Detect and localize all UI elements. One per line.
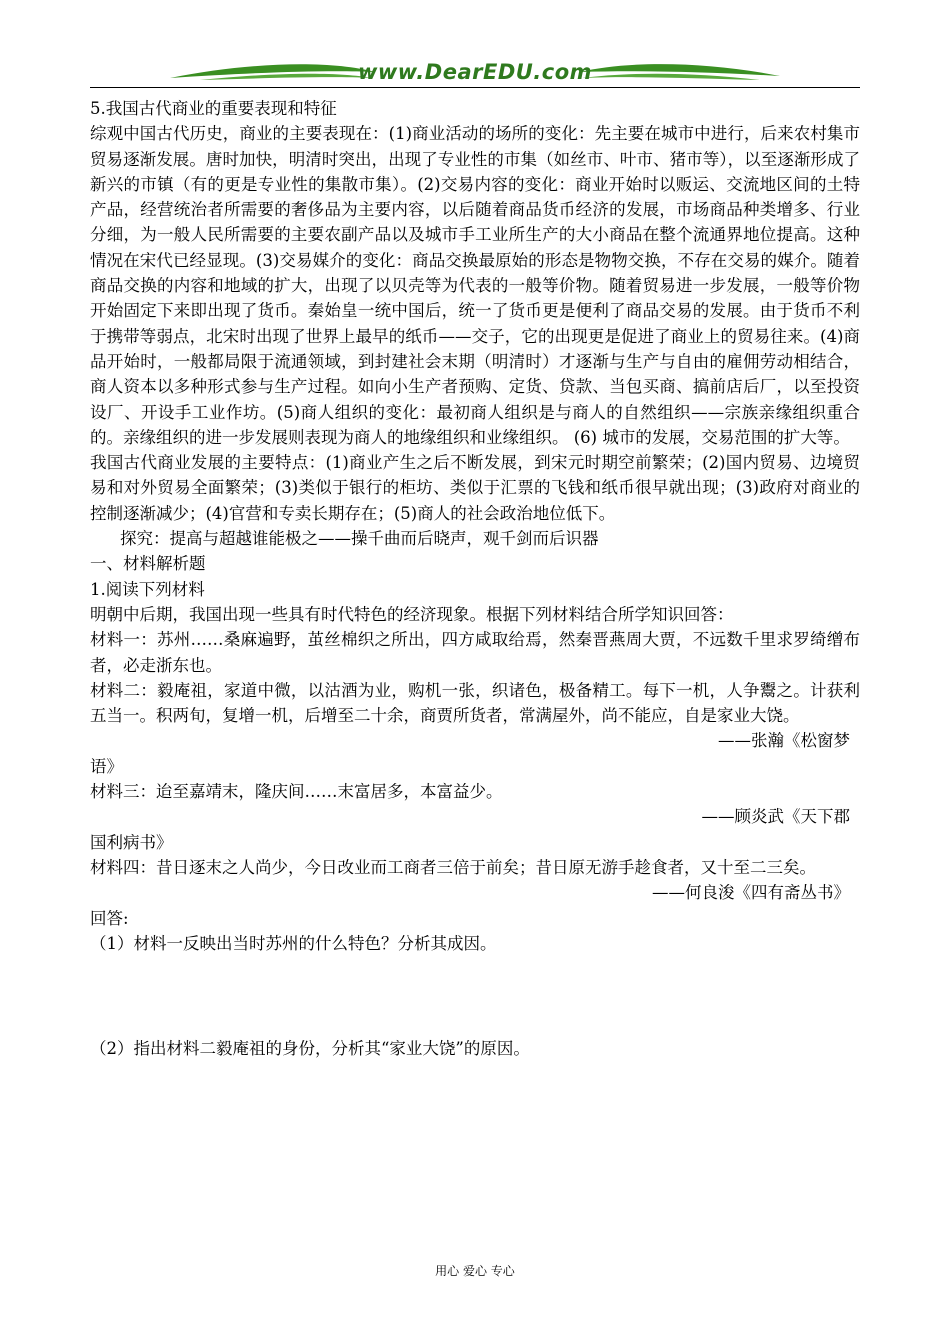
material-two-source-cont: 语》 — [90, 756, 123, 776]
document-body — [90, 96, 860, 1061]
question-title: 1.阅读下列材料 — [90, 579, 205, 599]
material-one: 材料一：苏州……桑麻遍野，茧丝棉织之所出，四方咸取给焉，然秦晋燕周大贾，不远数千里求罗绮缯布者，必走浙东也。 — [90, 630, 860, 675]
site-logo-text: www.DearEDU.com — [357, 60, 593, 84]
header-rule — [90, 87, 860, 88]
paragraph: 我国古代商业发展的主要特点：(1)商业产生之后不断发展，到宋元时期空前繁荣；(2)国内贸易、边境贸易和对外贸易全面繁荣；(3)类似于银行的柜坊、类似于汇票的飞钱和纸币很早就出现；(3)政府对商业的控制逐渐减少；(4)官营和专卖长期存在；(5)商人的社会政治地位低下。 — [90, 453, 860, 523]
question-intro: 明朝中后期，我国出现一些具有时代特色的经济现象。根据下列材料结合所学知识回答： — [90, 604, 734, 624]
material-two: 材料二：毅庵祖，家道中微，以沽酒为业，购机一张，织诸色，极备精工。每下一机，人争鬻之。计获利五当一。积两旬，复增一机，后增至二十余，商贾所货者，常满屋外，尚不能应，自是家业大饶。 — [90, 680, 860, 726]
material-three: 材料三：迨至嘉靖末，隆庆间……末富居多，本富益少。 — [90, 782, 503, 802]
material-three-source: ——顾炎武《天下郡 — [701, 807, 850, 827]
answer-space — [90, 956, 860, 1036]
sub-question-1: （1）材料一反映出当时苏州的什么特色？分析其成因。 — [90, 933, 497, 953]
section-heading: 一、材料解析题 — [90, 554, 206, 574]
material-three-source-cont: 国利病书》 — [90, 832, 173, 852]
section-title: 5.我国古代商业的重要表现和特征 — [90, 99, 337, 118]
material-four-source: ——何良浚《四有斋丛书》 — [652, 883, 850, 903]
page-footer: 用心 爱心 专心 — [435, 1264, 515, 1278]
explore-heading: 探究：提高与超越谁能极之——操千曲而后晓声，观千剑而后识器 — [120, 529, 599, 549]
site-header-banner — [90, 58, 860, 90]
paragraph: 综观中国古代历史，商业的主要表现在：(1)商业活动的场所的变化：先主要在城市中进行，后来农村集市贸易逐渐发展。唐时加快，明清时突出，出现了专业性的市集（如丝市、叶市、猪市等），以至逐渐形成了新兴的市镇（有的更是专业性的集散市集）。(2)交易内容的变化：商业开始时以贩运、交流地区间的土特产品，经营统治者所需要的奢侈品为主要内容，以后随着商品货币经济的发展，市场商品种类增多、行业分细，为一般人民所需要的主要农副产品以及城市手工业所生产的大小商品在整个流通界地位提高。这种情况在宋代已经显现。(3)交易媒介的变化：商品交换最原始的形态是物物交换，不存在交易的媒介。随着商品交换的内容和地域的扩大，出现了以贝壳等为代表的一般等价物。随着贸易进一步发展，一般等价物开始固定下来即出现了货币。秦始皇一统中国后，统一了货币更是便利了商品交易的发展。由于货币不利于携带等弱点，北宋时出现了世界上最早的纸币——交子，它的出现更是促进了商业上的贸易往来。(4)商品开始时，一般都局限于流通领域，到封建社会末期（明清时）才逐渐与生产与自由的雇佣劳动相结合，商人资本以多种形式参与生产过程。如向小生产者预购、定货、贷款、当包买商、搞前店后厂，以至投资设厂、开设手工业作坊。(5)商人组织的变化：最初商人组织是与商人的自然组织——宗族亲缘组织重合的。亲缘组织的进一步发展则表现为商人的地缘组织和业缘组织。 (6) 城市的发展，交易范围的扩大等。 — [90, 124, 860, 447]
material-four: 材料四：昔日逐末之人尚少，今日改业而工商者三倍于前矣；昔日原无游手趁食者，又十至二三矣。 — [90, 857, 816, 877]
answer-label: 回答: — [90, 908, 129, 928]
material-two-source: ——张瀚《松窗梦 — [718, 731, 850, 751]
sub-question-2: （2）指出材料二毅庵祖的身份，分析其“家业大饶”的原因。 — [90, 1039, 530, 1059]
